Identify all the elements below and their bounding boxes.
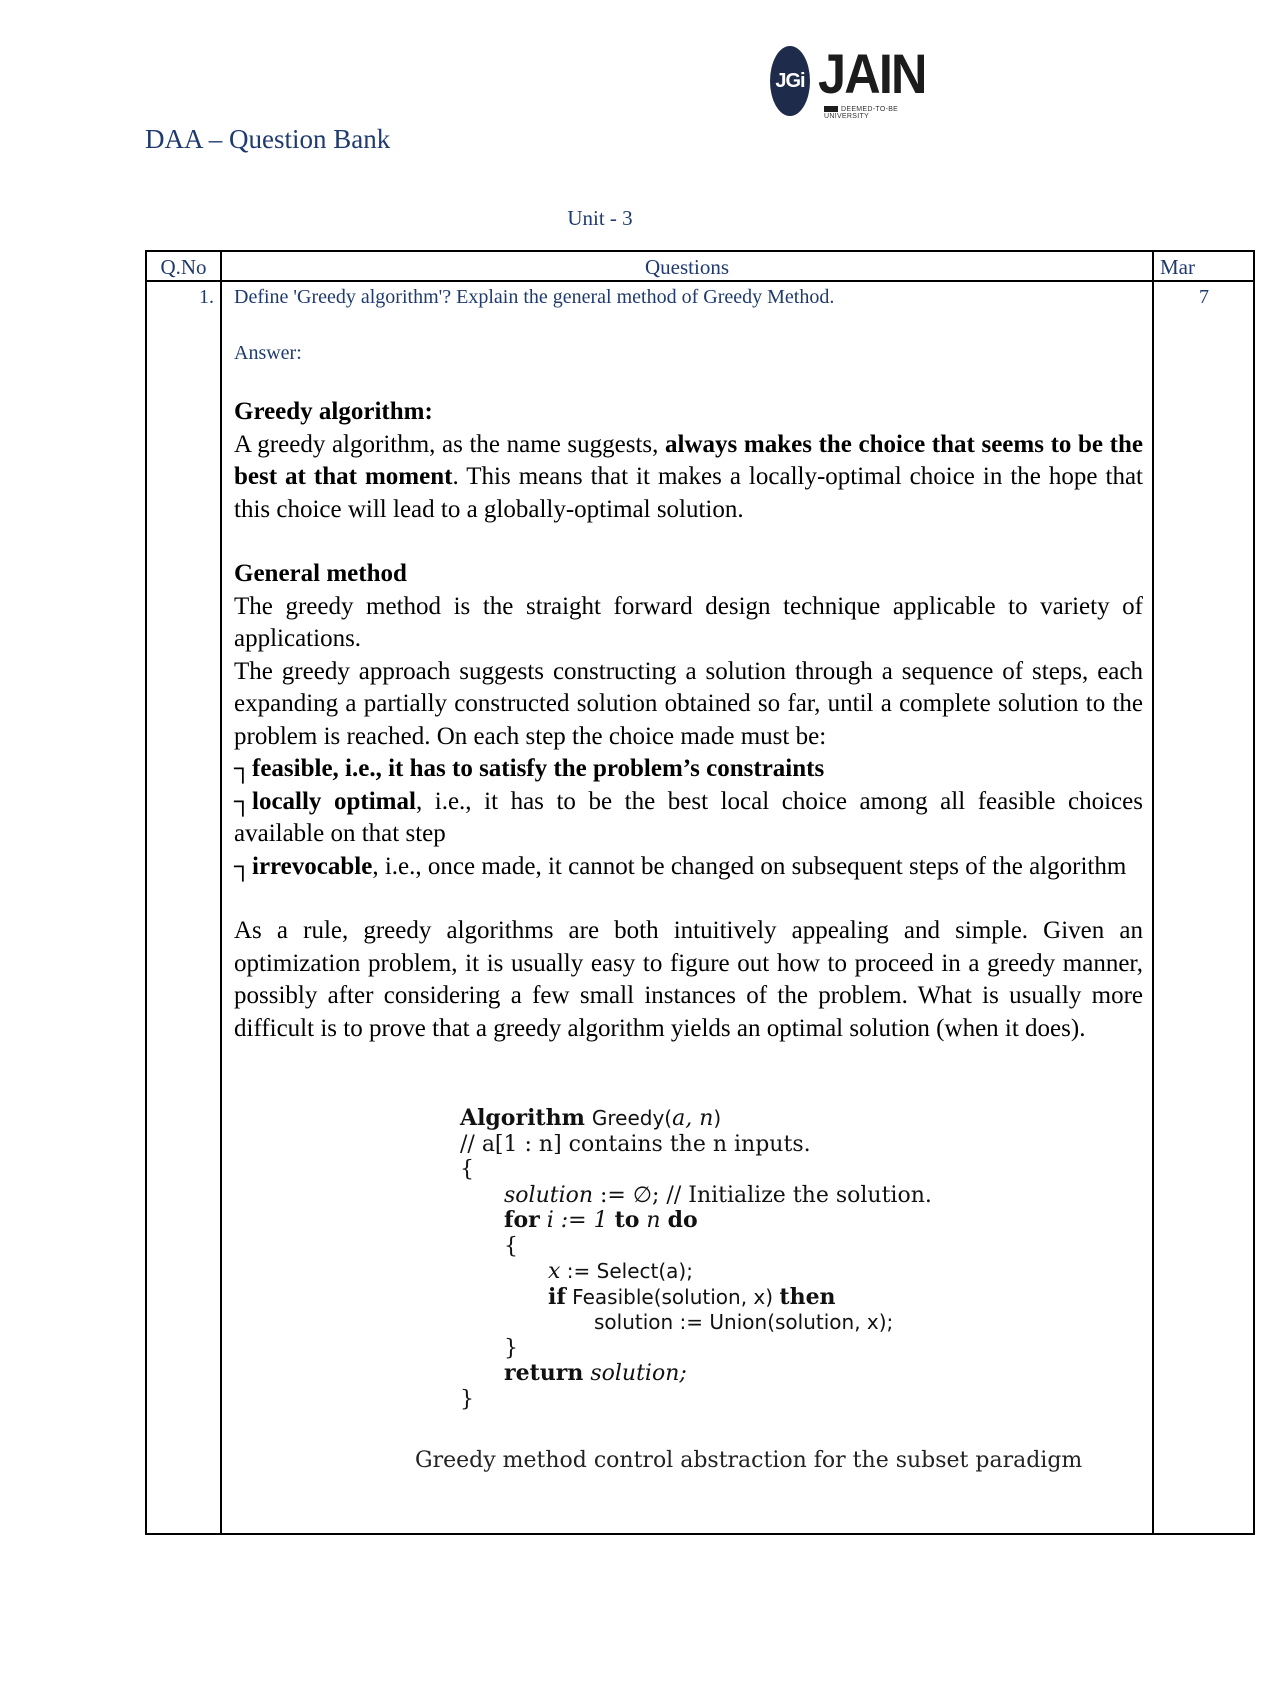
algo-line xyxy=(460,1183,980,1209)
algo-keyword: to xyxy=(614,1207,640,1233)
algo-keyword: Algorithm xyxy=(460,1105,585,1131)
bullet-irrevocable-text: , i.e., once made, it cannot be changed on subsequent steps of the algorithm xyxy=(372,852,1127,880)
document-title: DAA – Question Bank xyxy=(145,124,391,154)
algo-line xyxy=(460,1259,980,1285)
algo-text: Feasible(solution, x) xyxy=(565,1284,780,1309)
algo-line: // a[1 : n] contains the n inputs. xyxy=(460,1131,811,1157)
algo-text: := Select(a); xyxy=(560,1259,693,1283)
algo-text: := ∅; // Initialize the solution. xyxy=(593,1182,932,1208)
algo-args: a, n xyxy=(672,1106,714,1131)
algo-close: ) xyxy=(713,1106,722,1130)
algo-keyword: do xyxy=(667,1207,698,1233)
algo-line xyxy=(460,1208,980,1234)
unit-text: Unit - 3 xyxy=(567,206,633,230)
column-divider xyxy=(220,252,222,1533)
algo-text: n xyxy=(639,1208,668,1233)
algo-var: x xyxy=(548,1259,561,1284)
bullet-feasible xyxy=(234,753,1143,786)
algo-keyword: then xyxy=(779,1283,836,1310)
column-divider xyxy=(1152,252,1154,1533)
question-content xyxy=(234,282,1143,1045)
bullet-locally-optimal xyxy=(234,786,1143,851)
answer-label: Answer: xyxy=(234,342,302,364)
algo-keyword: if xyxy=(548,1283,566,1310)
algo-line: { xyxy=(504,1233,518,1259)
logo-wordmark: JAIN xyxy=(818,42,926,105)
bullet-locally-optimal-term: locally optimal xyxy=(252,787,416,815)
algo-line xyxy=(460,1106,980,1132)
algo-var: solution; xyxy=(583,1361,687,1386)
algo-line: { xyxy=(460,1157,474,1182)
greedy-def-emphasis: always makes the choice that seems to be the best at that moment xyxy=(234,430,1143,490)
header-questions: Questions xyxy=(645,255,729,279)
bullet-icon: ┐ xyxy=(234,787,252,815)
rule-paragraph: As a rule, greedy algorithms are both intuitively appealing and simple. Given an optimization problem, it is usually easy to figure out how to proceed in a greedy manner, possibly after considering a few small instances of the problem. What is usually more difficult is to prove that a greedy algorithm yields an optimal solution (when it does). xyxy=(234,917,1143,1042)
general-method-p2: The greedy approach suggests constructing a solution through a sequence of steps, each expanding a partially constructed solution obtained so far, until a complete solution to the problem is reached. On each step the choice made must be: xyxy=(234,657,1143,750)
header-marks: Mar xyxy=(1160,255,1195,279)
algorithm-figure xyxy=(460,1106,980,1412)
bullet-irrevocable-term: irrevocable xyxy=(252,852,373,880)
algo-keyword: for xyxy=(504,1207,540,1233)
header-qno: Q.No xyxy=(160,255,207,279)
greedy-heading: Greedy algorithm: xyxy=(234,398,433,425)
algo-var: solution xyxy=(504,1182,594,1208)
algo-line: solution := Union(solution, x); xyxy=(594,1310,894,1334)
greedy-definition xyxy=(234,429,1143,527)
algo-line: } xyxy=(460,1386,474,1412)
algo-keyword: return xyxy=(504,1360,584,1386)
question-marks: 7 xyxy=(1199,286,1209,308)
bullet-feasible-term: feasible xyxy=(252,755,333,782)
algorithm-caption: Greedy method control abstraction for the subset paradigm xyxy=(415,1448,1083,1473)
bullet-feasible-text: , i.e., it has to satisfy the problem’s constraints xyxy=(332,755,825,782)
algo-text: i := 1 xyxy=(539,1208,615,1233)
general-method-heading: General method xyxy=(234,560,407,587)
question-number: 1. xyxy=(199,286,214,308)
bullet-icon: ┐ xyxy=(234,755,252,782)
bullet-irrevocable xyxy=(234,851,1143,884)
unit-label xyxy=(0,206,1200,231)
algo-line xyxy=(460,1361,980,1387)
logo-emblem: JGi xyxy=(770,46,810,116)
greedy-def-part2: . This means that it makes a locally-optimal choice in the hope that this choice will lead to a globally-optimal solution. xyxy=(234,463,1143,523)
bullet-icon: ┐ xyxy=(234,852,252,880)
general-method-p1: The greedy method is the straight forward design technique applicable to variety of applications. xyxy=(234,592,1143,652)
algo-line xyxy=(460,1285,980,1311)
university-logo xyxy=(770,42,930,120)
algo-name: Greedy( xyxy=(591,1106,673,1130)
bullet-locally-optimal-text: , i.e., it has to be the best local choice among all feasible choices available on that step xyxy=(234,787,1143,847)
algo-line: } xyxy=(504,1335,518,1361)
logo-tagline: DEEMED-TO-BE UNIVERSITY xyxy=(824,106,930,120)
greedy-def-part1: A greedy algorithm, as the name suggests, xyxy=(234,430,666,458)
question-text: Define 'Greedy algorithm'? Explain the general method of Greedy Method. xyxy=(234,286,835,308)
